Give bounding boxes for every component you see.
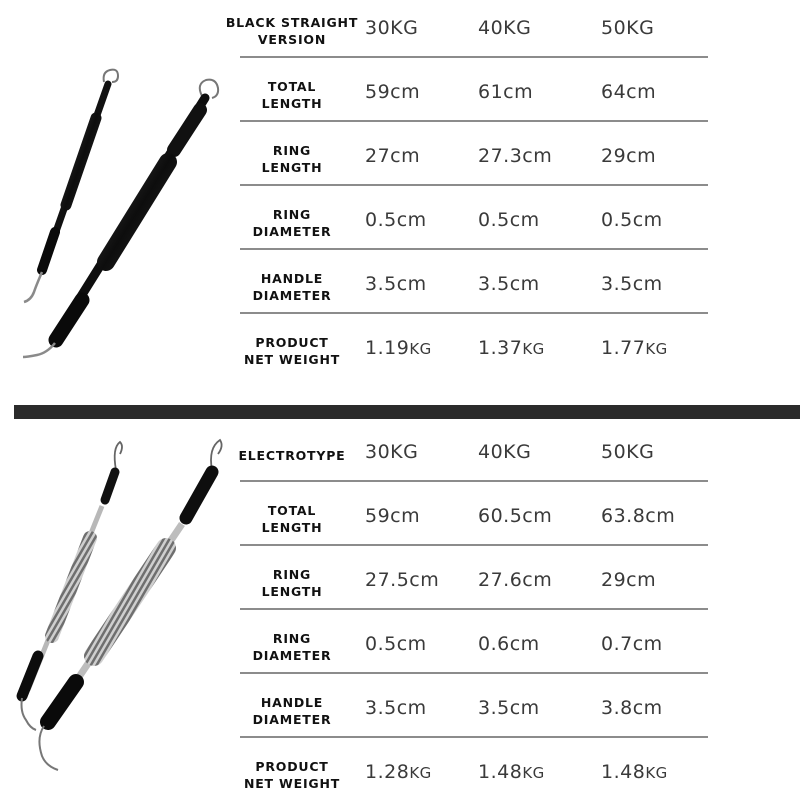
spec-value: 27.3cm xyxy=(478,145,553,167)
spec-row xyxy=(218,496,708,552)
spec-row-label-line: ELECTROTYPE xyxy=(238,448,346,463)
spec-row-label-line: NET WEIGHT xyxy=(243,352,341,367)
weight-number: 1.37 xyxy=(478,337,523,359)
spec-value: 0.5cm xyxy=(601,209,663,231)
spec-row-label-line: DIAMETER xyxy=(252,224,332,239)
spec-value: 59cm xyxy=(365,81,421,103)
spec-row-label xyxy=(218,502,366,536)
black-arm-bar-image xyxy=(0,0,230,405)
spec-row xyxy=(218,136,708,192)
spec-row-label xyxy=(218,334,366,368)
spec-row-label-line: DIAMETER xyxy=(252,288,332,303)
spec-row-label xyxy=(218,694,366,728)
spec-value: 29cm xyxy=(601,569,657,591)
row-separator xyxy=(240,56,708,58)
spec-row-label xyxy=(218,270,366,304)
weight-number: 1.28 xyxy=(365,761,410,783)
row-separator xyxy=(240,184,708,186)
weight-number: 1.48 xyxy=(478,761,523,783)
spec-row xyxy=(218,688,708,744)
spec-row-label xyxy=(218,630,366,664)
spec-row-label xyxy=(218,78,366,112)
row-separator xyxy=(240,608,708,610)
spec-row xyxy=(218,8,708,64)
spec-row-label-line: PRODUCT xyxy=(255,759,329,774)
weight-unit: KG xyxy=(645,764,668,782)
weight-unit: KG xyxy=(645,340,668,358)
spec-row-label xyxy=(218,14,366,48)
spec-value: 29cm xyxy=(601,145,657,167)
spec-value: 27.6cm xyxy=(478,569,553,591)
spec-row-label xyxy=(218,447,366,464)
spec-value: 3.8cm xyxy=(601,697,663,719)
spec-value: 40KG xyxy=(478,441,532,463)
spec-value: 3.5cm xyxy=(478,697,540,719)
spec-row-label-line: DIAMETER xyxy=(252,648,332,663)
spec-row-label-line: RING xyxy=(272,207,312,222)
spec-value xyxy=(478,761,545,783)
spec-row-label-line: BLACK STRAIGHT xyxy=(225,15,359,30)
spec-row-label-line: RING xyxy=(272,567,312,582)
spec-value: 60.5cm xyxy=(478,505,553,527)
spec-value: 27.5cm xyxy=(365,569,440,591)
weight-unit: KG xyxy=(409,764,432,782)
spec-row-label-line: TOTAL xyxy=(267,503,317,518)
spec-value: 50KG xyxy=(601,17,655,39)
spec-row-label-line: LENGTH xyxy=(261,584,323,599)
spec-row xyxy=(218,72,708,128)
spec-row-label-line: LENGTH xyxy=(261,160,323,175)
weight-number: 1.19 xyxy=(365,337,410,359)
spec-row xyxy=(218,200,708,256)
spec-row-label-line: VERSION xyxy=(257,32,327,47)
spec-row-label xyxy=(218,758,366,792)
spec-value xyxy=(365,761,432,783)
weight-unit: KG xyxy=(409,340,432,358)
spec-value xyxy=(601,761,668,783)
spec-row-label xyxy=(218,566,366,600)
spec-row-label-line: HANDLE xyxy=(260,271,324,286)
row-separator xyxy=(240,248,708,250)
row-separator xyxy=(240,120,708,122)
spec-value xyxy=(601,337,668,359)
spec-row-label xyxy=(218,206,366,240)
spec-row-label-line: NET WEIGHT xyxy=(243,776,341,791)
spec-value: 0.5cm xyxy=(365,209,427,231)
section-divider xyxy=(14,405,800,419)
spec-value: 0.5cm xyxy=(478,209,540,231)
spec-row-label-line: LENGTH xyxy=(261,96,323,111)
spec-row xyxy=(218,264,708,320)
spec-value: 3.5cm xyxy=(365,273,427,295)
spec-row-label-line: HANDLE xyxy=(260,695,324,710)
row-separator xyxy=(240,480,708,482)
chrome-arm-bar-image xyxy=(0,420,230,800)
spec-value: 3.5cm xyxy=(478,273,540,295)
spec-row-label-line: PRODUCT xyxy=(255,335,329,350)
spec-value: 30KG xyxy=(365,17,419,39)
spec-value: 30KG xyxy=(365,441,419,463)
spec-row xyxy=(218,432,708,488)
spec-row-label-line: LENGTH xyxy=(261,520,323,535)
row-separator xyxy=(240,672,708,674)
row-separator xyxy=(240,736,708,738)
spec-value: 59cm xyxy=(365,505,421,527)
spec-row-label-line: RING xyxy=(272,631,312,646)
row-separator xyxy=(240,544,708,546)
spec-row-label-line: RING xyxy=(272,143,312,158)
black-spring-arm-bar-large-icon xyxy=(23,80,218,357)
spec-row-label xyxy=(218,142,366,176)
spec-value: 3.5cm xyxy=(365,697,427,719)
spec-row xyxy=(218,624,708,680)
spec-value xyxy=(478,337,545,359)
spec-row xyxy=(218,560,708,616)
spec-value: 61cm xyxy=(478,81,534,103)
weight-unit: KG xyxy=(522,340,545,358)
spec-row xyxy=(218,328,708,384)
spec-row-label-line: TOTAL xyxy=(267,79,317,94)
spec-value: 0.7cm xyxy=(601,633,663,655)
weight-unit: KG xyxy=(522,764,545,782)
weight-number: 1.77 xyxy=(601,337,646,359)
row-separator xyxy=(240,312,708,314)
spec-row-label-line: DIAMETER xyxy=(252,712,332,727)
spec-value xyxy=(365,337,432,359)
spec-value: 40KG xyxy=(478,17,532,39)
spec-value: 3.5cm xyxy=(601,273,663,295)
weight-number: 1.48 xyxy=(601,761,646,783)
spec-value: 0.5cm xyxy=(365,633,427,655)
spec-value: 50KG xyxy=(601,441,655,463)
spec-value: 63.8cm xyxy=(601,505,676,527)
spec-value: 27cm xyxy=(365,145,421,167)
spec-value: 64cm xyxy=(601,81,657,103)
spec-value: 0.6cm xyxy=(478,633,540,655)
